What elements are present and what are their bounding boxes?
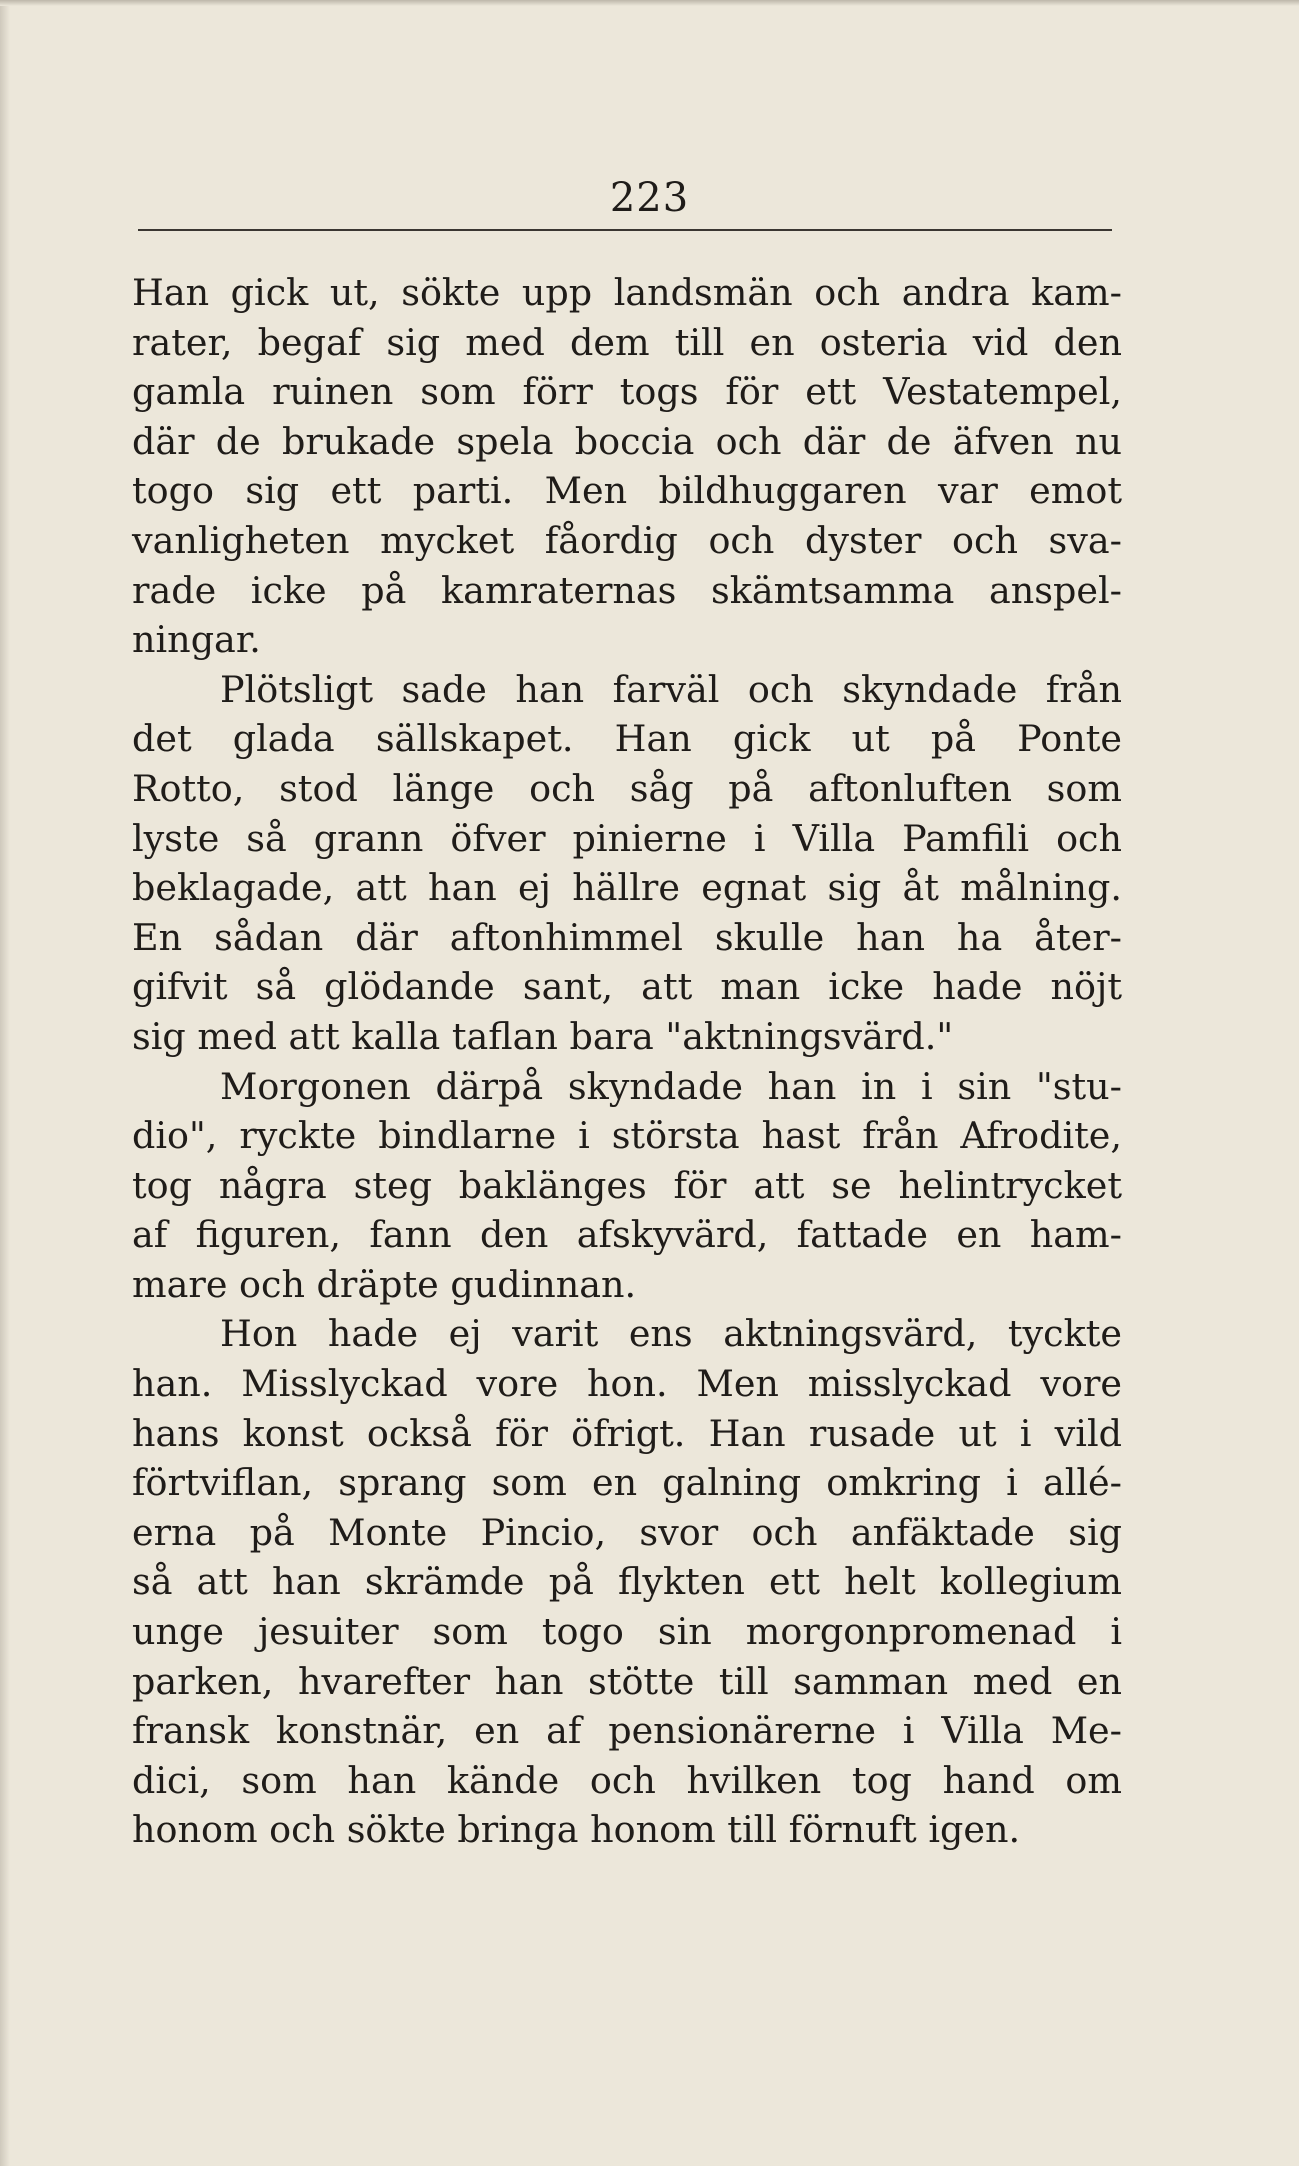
text-line: unge jesuiter som togo sin morgonpromenad i	[132, 1610, 1122, 1654]
text-line: lyste så grann öfver pinierne i Villa Pamfili och	[132, 816, 1122, 860]
text-line: hans konst också för öfrigt. Han rusade ut i vild	[132, 1411, 1122, 1455]
text-line: Morgonen därpå skyndade han in i sin "stu-	[220, 1064, 1122, 1108]
header-rule	[138, 229, 1112, 231]
text-line: erna på Monte Pincio, svor och anfäktade sig	[132, 1510, 1122, 1554]
text-line: dio", ryckte bindlarne i största hast från Afrodite,	[132, 1114, 1122, 1158]
text-line: parken, hvarefter han stötte till samman med en	[132, 1659, 1122, 1703]
text-line: tog några steg baklänges för att se helintrycket	[132, 1163, 1122, 1207]
text-line: ningar.	[132, 618, 261, 662]
text-line: vanligheten mycket fåordig och dyster och sva-	[132, 518, 1122, 562]
text-line: mare och dräpte gudinnan.	[132, 1262, 637, 1306]
text-line: gamla ruinen som förr togs för ett Vestatempel,	[132, 370, 1122, 414]
text-line: dici, som han kände och hvilken tog hand om	[132, 1758, 1122, 1802]
page-number: 223	[609, 175, 690, 221]
text-line: där de brukade spela boccia och där de äfven nu	[132, 419, 1122, 463]
text-line: togo sig ett parti. Men bildhuggaren var emot	[132, 469, 1122, 513]
text-line: rade icke på kamraternas skämtsamma anspel-	[132, 568, 1122, 612]
text-line: förtviflan, sprang som en galning omkring i allé-	[132, 1461, 1122, 1505]
text-line: Plötsligt sade han farväl och skyndade från	[220, 667, 1122, 711]
text-line: rater, begaf sig med dem till en osteria vid den	[132, 320, 1122, 364]
text-line: sig med att kalla taflan bara "aktningsvärd."	[132, 1014, 954, 1058]
text-line: fransk konstnär, en af pensionärerne i Villa Me-	[132, 1709, 1122, 1753]
text-line: han. Misslyckad vore hon. Men misslyckad vore	[132, 1362, 1122, 1406]
text-line: gifvit så glödande sant, att man icke hade nöjt	[132, 965, 1122, 1009]
text-line: Han gick ut, sökte upp landsmän och andra kam-	[132, 271, 1122, 314]
page-edge-left	[0, 0, 10, 2166]
text-line: af figuren, fann den afskyvärd, fattade en ham-	[132, 1213, 1122, 1257]
text-line: Hon hade ej varit ens aktningsvärd, tyckte	[220, 1312, 1122, 1356]
text-line: En sådan där aftonhimmel skulle han ha åter-	[132, 915, 1122, 959]
text-line: honom och sökte bringa honom till förnuft igen.	[132, 1808, 1021, 1852]
body-text	[132, 268, 1122, 1855]
text-line: Rotto, stod länge och såg på aftonluften som	[132, 766, 1122, 810]
text-line: så att han skrämde på flykten ett helt kollegium	[132, 1560, 1122, 1604]
text-line: beklagade, att han ej hällre egnat sig åt målning.	[132, 866, 1122, 910]
text-line: det glada sällskapet. Han gick ut på Ponte	[132, 717, 1122, 761]
page-edge-top	[0, 0, 1299, 6]
